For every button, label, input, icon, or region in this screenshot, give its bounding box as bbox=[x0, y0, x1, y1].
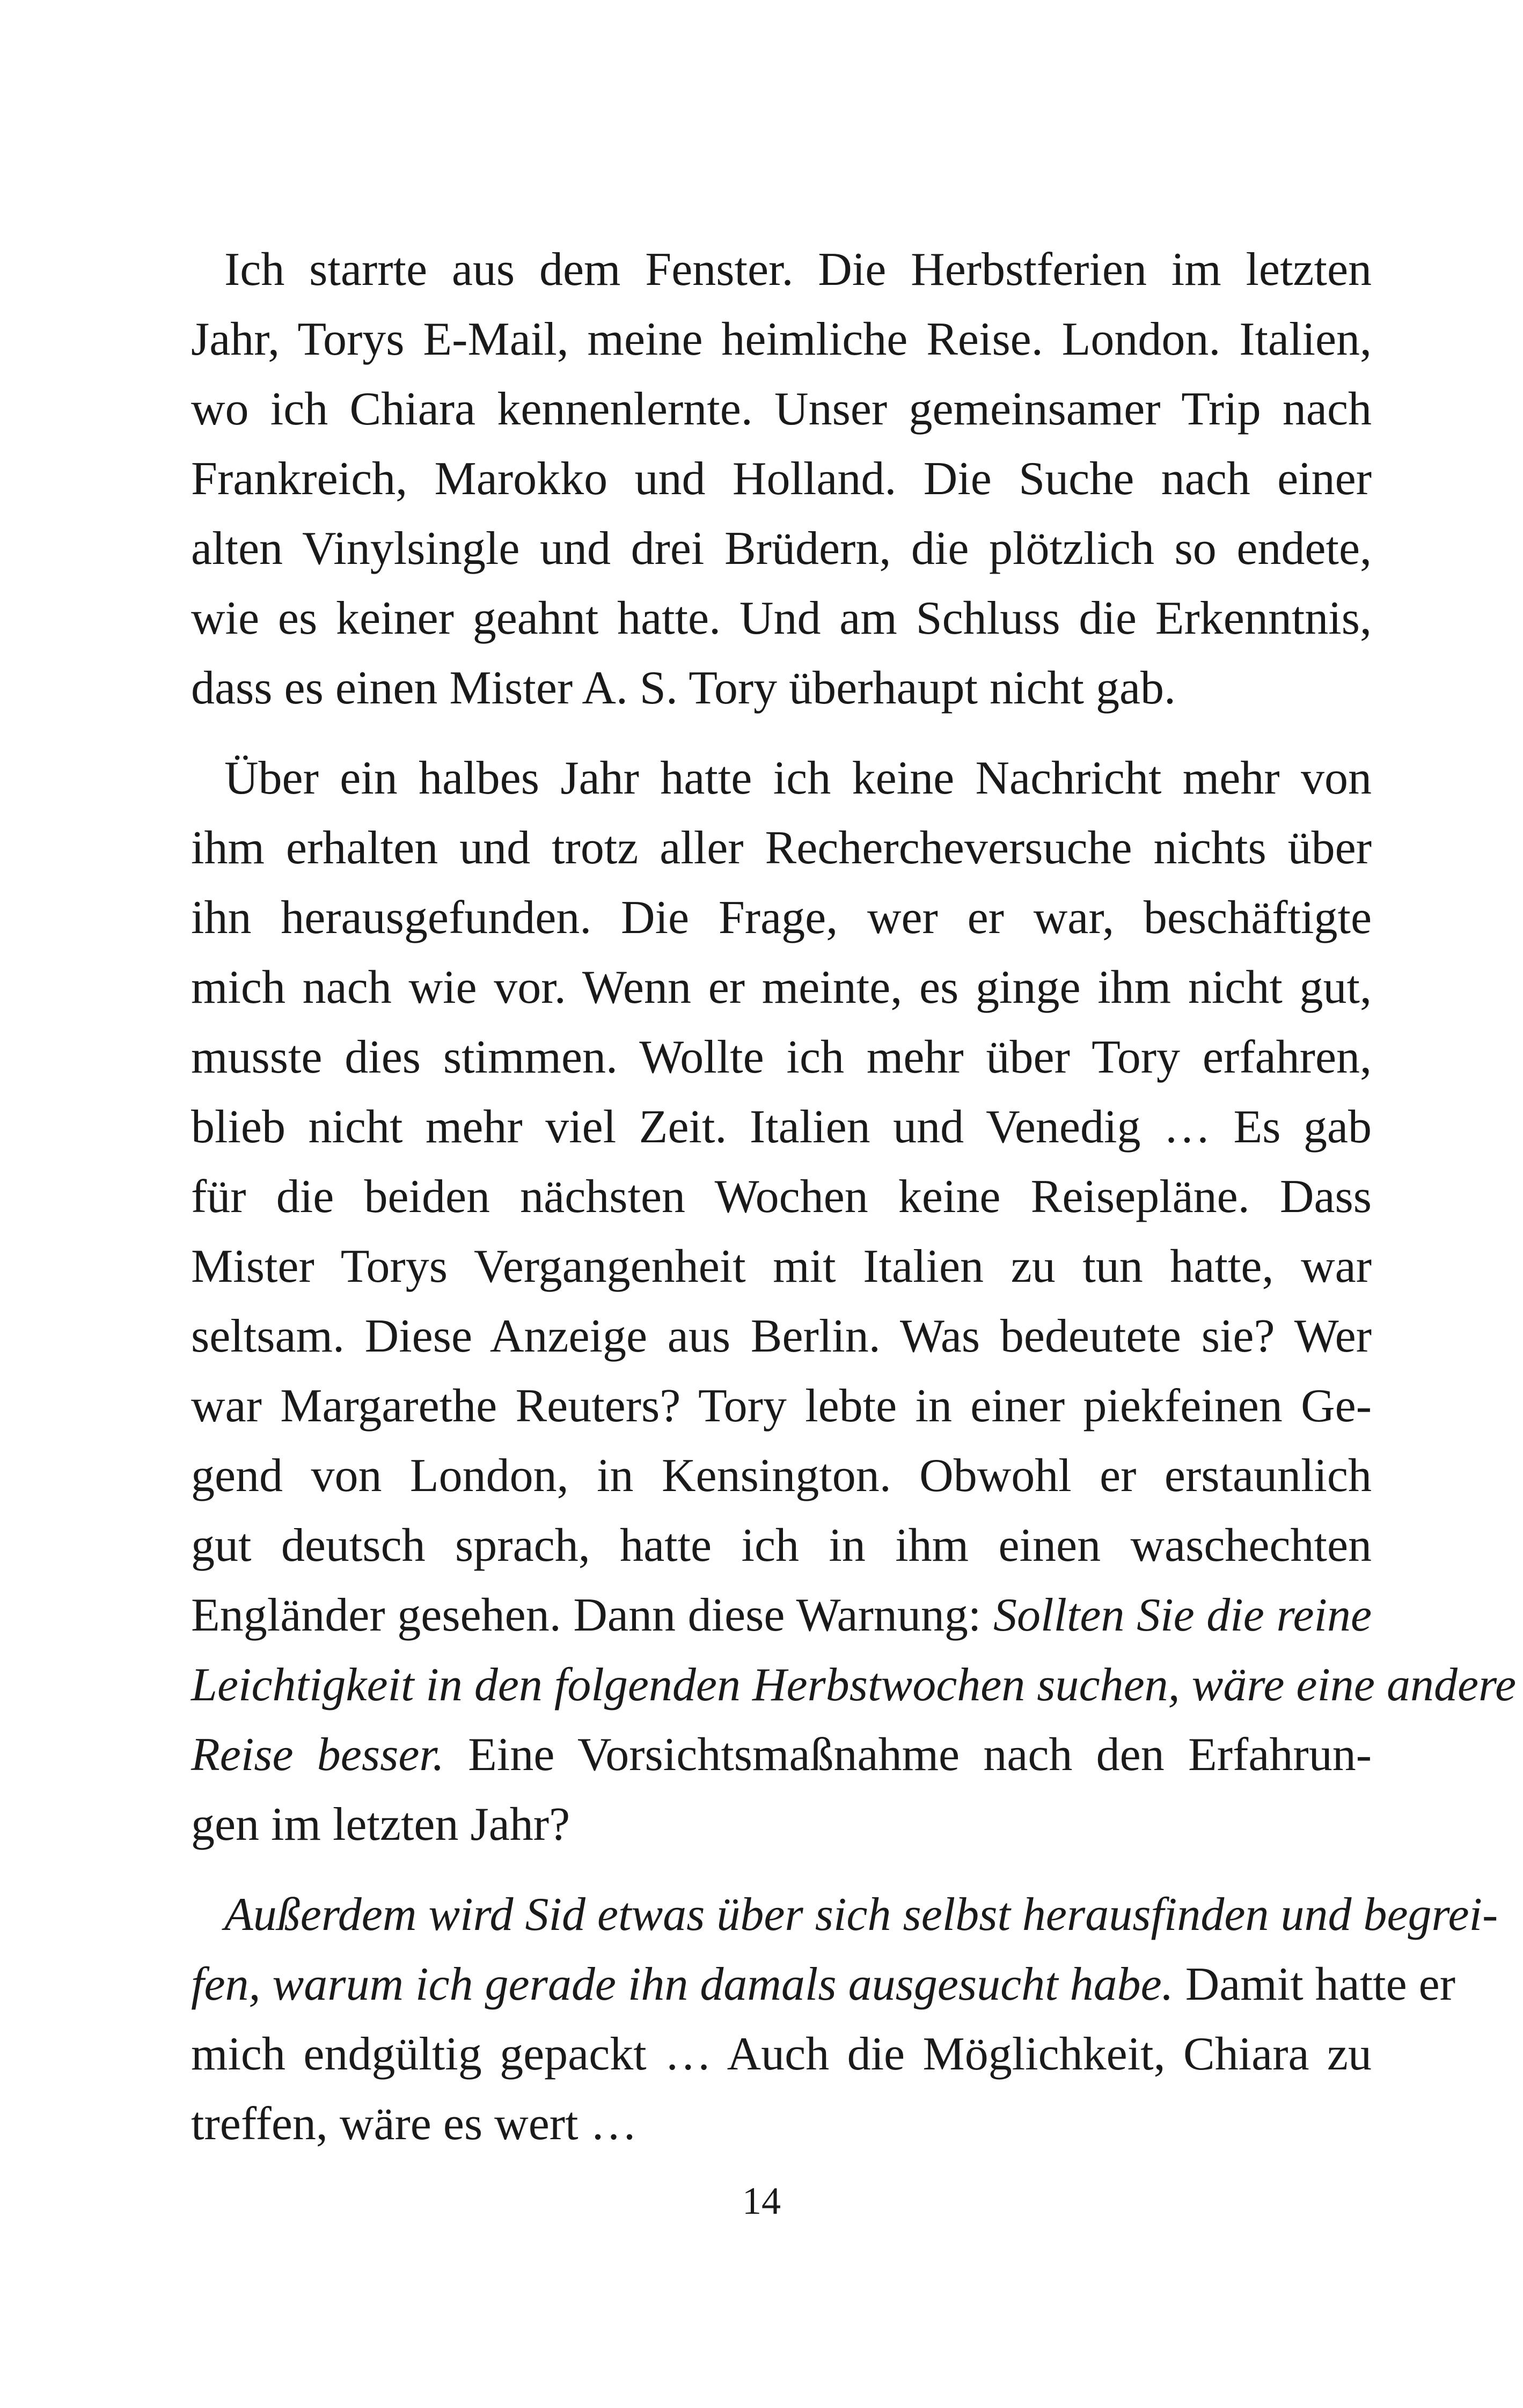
text-run: mich nach wie vor. Wenn er meinte, es ginge ihm nicht gut, bbox=[191, 961, 1372, 1014]
text-line bbox=[191, 883, 1372, 953]
text-run: war Margarethe Reuters? Tory lebte in einer piekfeinen Ge- bbox=[191, 1380, 1372, 1432]
italic-text: Außerdem wird Sid etwas über sich selbst herausfinden und begrei- bbox=[224, 1889, 1498, 1941]
text-run: gut deutsch sprach, hatte ich in ihm einen waschechten bbox=[191, 1519, 1372, 1572]
text-line bbox=[191, 1511, 1372, 1581]
text-run: musste dies stimmen. Wollte ich mehr über Tory erfahren, bbox=[191, 1031, 1372, 1083]
text-line bbox=[191, 1880, 1498, 1950]
text-run: Jahr, Torys E-Mail, meine heimliche Reise. London. Italien, bbox=[191, 313, 1372, 365]
text-line bbox=[191, 1650, 1517, 1720]
text-run: für die beiden nächsten Wochen keine Reisepläne. Dass bbox=[191, 1171, 1372, 1223]
paragraph bbox=[191, 744, 1517, 1860]
text-run: wo ich Chiara kennenlernte. Unser gemeinsamer Trip nach bbox=[191, 383, 1372, 435]
text-run: Ich starrte aus dem Fenster. Die Herbstferien im letzten bbox=[224, 244, 1372, 296]
text-line bbox=[191, 1790, 1372, 1860]
text-line bbox=[191, 235, 1372, 305]
text-line bbox=[191, 1162, 1372, 1232]
text-line bbox=[191, 1302, 1372, 1371]
text-run: mich endgültig gepackt … Auch die Möglichkeit, Chiara zu bbox=[191, 2028, 1372, 2080]
text-line bbox=[191, 514, 1372, 584]
text-run: treffen, wäre es wert … bbox=[191, 2098, 638, 2150]
italic-text: Leichtigkeit in den folgenden Herbstwochen suchen, wäre eine andere bbox=[191, 1659, 1517, 1711]
text-line bbox=[191, 953, 1372, 1023]
text-line bbox=[191, 1092, 1372, 1162]
text-line bbox=[191, 744, 1372, 813]
italic-text: Reise besser. bbox=[191, 1729, 444, 1781]
page-number: 14 bbox=[742, 2179, 781, 2222]
text-run: Mister Torys Vergangenheit mit Italien zu tun hatte, war bbox=[191, 1240, 1372, 1293]
paragraph-gap bbox=[191, 723, 1372, 744]
text-line bbox=[191, 305, 1372, 375]
italic-text: Sollten Sie die reine bbox=[993, 1589, 1372, 1641]
paragraph bbox=[191, 235, 1372, 723]
paragraph-gap bbox=[191, 1860, 1372, 1880]
text-line bbox=[191, 375, 1372, 444]
text-run: blieb nicht mehr viel Zeit. Italien und Venedig … Es gab bbox=[191, 1101, 1372, 1153]
text-line bbox=[191, 1720, 1372, 1790]
text-line bbox=[191, 2089, 1372, 2159]
text-run: Über ein halbes Jahr hatte ich keine Nachricht mehr von bbox=[224, 752, 1372, 804]
text-run: alten Vinylsingle und drei Brüdern, die plötzlich so endete, bbox=[191, 523, 1372, 575]
text-run: seltsam. Diese Anzeige aus Berlin. Was bedeutete sie? Wer bbox=[191, 1310, 1372, 1362]
paragraph bbox=[191, 1880, 1498, 2159]
text-line bbox=[191, 1371, 1372, 1441]
text-line bbox=[191, 813, 1372, 883]
body-text bbox=[191, 235, 1517, 2159]
text-line bbox=[191, 1950, 1456, 2020]
text-run: dass es einen Mister A. S. Tory überhaupt nicht gab. bbox=[191, 662, 1176, 714]
text-run: Eine Vorsichtsmaßnahme nach den Erfahrun- bbox=[444, 1729, 1372, 1781]
text-line bbox=[191, 1441, 1372, 1511]
text-line bbox=[191, 1023, 1372, 1092]
text-line bbox=[191, 584, 1372, 654]
text-line bbox=[191, 2020, 1372, 2089]
text-run: gen im letzten Jahr? bbox=[191, 1798, 570, 1851]
text-line bbox=[191, 1232, 1372, 1302]
text-run: Engländer gesehen. Dann diese Warnung: bbox=[191, 1589, 994, 1641]
text-run: ihm erhalten und trotz aller Rechercheversuche nichts über bbox=[191, 822, 1372, 874]
text-line bbox=[191, 654, 1372, 723]
text-line bbox=[191, 1581, 1372, 1650]
text-run: Damit hatte er bbox=[1173, 1958, 1456, 2010]
text-run: gend von London, in Kensington. Obwohl er erstaunlich bbox=[191, 1450, 1372, 1502]
text-run: ihn herausgefunden. Die Frage, wer er war, beschäftigte bbox=[191, 892, 1372, 944]
italic-text: fen, warum ich gerade ihn damals ausgesucht habe. bbox=[191, 1958, 1174, 2010]
text-line bbox=[191, 444, 1372, 514]
text-run: Frankreich, Marokko und Holland. Die Suche nach einer bbox=[191, 453, 1372, 505]
text-run: wie es keiner geahnt hatte. Und am Schluss die Erkenntnis, bbox=[191, 592, 1372, 644]
